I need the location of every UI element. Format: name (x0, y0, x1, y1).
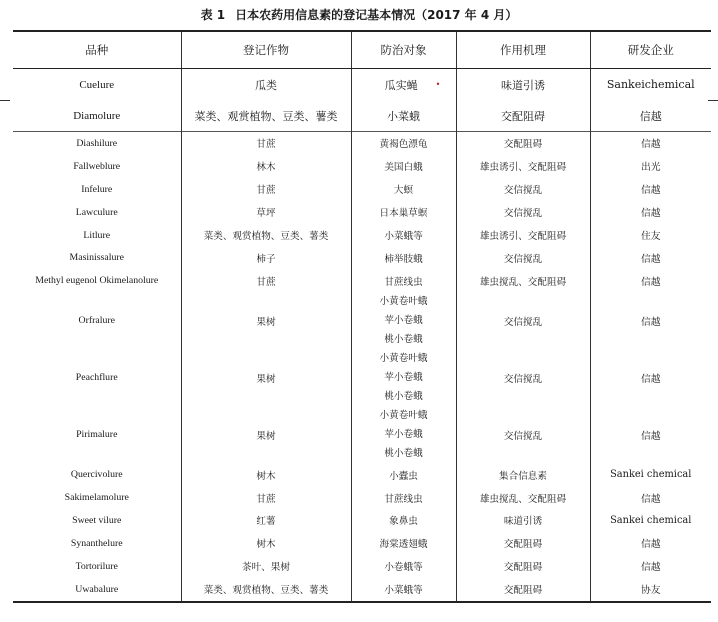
cell-company: 协友 (590, 578, 711, 602)
table-row (13, 578, 711, 602)
cell-variety: Masinissalure (69, 252, 124, 264)
cell-company: 信越 (590, 486, 711, 509)
cell-variety: Diamolure (73, 109, 121, 122)
cell-variety: Diashilure (13, 132, 181, 155)
cell-crop: 菜类、观赏植物、豆类、薯类 (181, 578, 351, 602)
target-item: 苹小卷蛾 (384, 429, 423, 441)
cell-variety: Quercivolure (70, 469, 123, 481)
cell-variety: Lawculure (75, 206, 118, 218)
cell-target (351, 201, 456, 224)
cell-mechanism: 交配阻碍 (456, 132, 590, 155)
table-row (13, 269, 711, 292)
cell-crop: 柿子 (181, 246, 351, 269)
cell-company: 信越 (590, 292, 711, 349)
cell-target (351, 406, 456, 463)
target-item: 甘蔗线虫 (384, 276, 423, 288)
table-row (13, 292, 711, 349)
cell-variety: Tortorilure (75, 560, 118, 572)
cell-mechanism: 交配阻碍 (456, 532, 590, 555)
target-item: 苹小卷蛾 (384, 315, 423, 327)
cell-mechanism: 味道引诱 (456, 69, 590, 101)
cell-crop: 林木 (181, 155, 351, 178)
cell-variety: Methyl eugenol Okimelanolure (35, 275, 159, 287)
header-mechanism: 作用机理 (456, 31, 590, 69)
cell-mechanism: 交信搅乱 (456, 292, 590, 349)
header-target: 防治对象 (351, 31, 456, 69)
target-item: 日本巢草螟 (379, 208, 428, 220)
cell-target (351, 100, 456, 132)
table-row (13, 132, 711, 155)
target-item: 苹小卷蛾 (384, 372, 423, 384)
cell-variety: Synanthelure (70, 537, 123, 549)
target-item: 小黄卷叶蛾 (379, 296, 428, 308)
cell-mechanism: 交配阻碍 (456, 100, 590, 132)
table-caption (0, 4, 718, 26)
cell-crop: 菜类、观赏植物、豆类、薯类 (181, 224, 351, 247)
target-item: 海棠透翅蛾 (379, 539, 428, 551)
cell-mechanism: 交信搅乱 (456, 246, 590, 269)
target-item: 象鼻虫 (389, 516, 418, 528)
cell-target (351, 509, 456, 532)
table-number: 表 1 (200, 8, 226, 22)
target-item: 大螟 (393, 185, 414, 197)
cell-variety: Sweet vilure (72, 514, 122, 526)
table-row (13, 246, 711, 269)
cell-mechanism: 雄虫诱引、交配阻碍 (456, 224, 590, 247)
cell-target (351, 349, 456, 406)
cell-crop: 果树 (181, 292, 351, 349)
table-row (13, 509, 711, 532)
target-item: 小黄卷叶蛾 (379, 353, 428, 365)
cell-target (351, 69, 456, 101)
target-item: 小菜蛾等 (384, 585, 423, 597)
target-item: 桃小卷蛾 (384, 391, 423, 403)
cell-target (351, 486, 456, 509)
cell-company: Sankei chemical (590, 463, 711, 486)
target-item: 美国白蛾 (384, 162, 423, 174)
header-variety: 品种 (13, 31, 181, 69)
cell-variety: Orfralure (78, 315, 115, 327)
cell-crop: 树木 (181, 463, 351, 486)
target-item: 黄褐色漂龟 (379, 139, 428, 151)
cell-mechanism: 雄虫搅乱、交配阻碍 (456, 269, 590, 292)
cell-target (351, 224, 456, 247)
table-row (13, 463, 711, 486)
cell-variety: Cuelure (79, 78, 115, 91)
target-item: 小菜蛾等 (384, 231, 423, 242)
table-row (13, 349, 711, 406)
cell-crop: 草坪 (181, 201, 351, 224)
table-title: 日本农药用信息素的登记基本情况（2017 年 4 月） (235, 8, 518, 22)
table-row (13, 100, 711, 132)
cell-company: Sankei chemical (590, 509, 711, 532)
cell-variety: Peachflure (75, 372, 118, 384)
table-row (13, 224, 711, 247)
header-company: 研发企业 (590, 31, 711, 69)
cell-crop: 甘蔗 (181, 178, 351, 201)
cell-company: 信越 (590, 178, 711, 201)
table-row (13, 486, 711, 509)
cell-mechanism: 集合信息素 (456, 463, 590, 486)
cell-variety: Uwabalure (13, 578, 181, 602)
table-row (13, 155, 711, 178)
header-crop: 登记作物 (181, 31, 351, 69)
cell-target (351, 269, 456, 292)
table-row (13, 201, 711, 224)
cell-target (351, 132, 456, 155)
cell-company: 信越 (590, 100, 711, 132)
cell-crop: 菜类、观赏植物、豆类、薯类 (181, 100, 351, 132)
cell-company: 信越 (590, 555, 711, 578)
cell-company: 信越 (590, 132, 711, 155)
cell-mechanism: 味道引诱 (456, 509, 590, 532)
cell-mechanism: 交信搅乱 (456, 406, 590, 463)
cell-variety: Infelure (81, 183, 113, 195)
cell-mechanism: 交信搅乱 (456, 349, 590, 406)
cell-company: Sankeichemical (590, 69, 711, 101)
table-row (13, 555, 711, 578)
cell-variety: Pirimalure (76, 429, 118, 441)
target-item: 桃小卷蛾 (384, 448, 423, 460)
cell-target (351, 532, 456, 555)
table-body (13, 69, 711, 602)
target-item: 瓜实蝇 (384, 78, 418, 92)
margin-dash-left (0, 100, 10, 101)
cell-crop: 果树 (181, 349, 351, 406)
cell-company: 信越 (590, 532, 711, 555)
cell-company: 信越 (590, 201, 711, 224)
target-list (354, 292, 454, 349)
cell-crop: 瓜类 (181, 69, 351, 101)
cell-crop: 甘蔗 (181, 132, 351, 155)
pheromone-registration-table (13, 30, 711, 603)
cell-target (351, 246, 456, 269)
cell-crop: 树木 (181, 532, 351, 555)
target-list (354, 349, 454, 406)
target-item: 小黄卷叶蛾 (379, 410, 428, 422)
cell-company: 信越 (590, 349, 711, 406)
cell-crop: 茶叶、果树 (181, 555, 351, 578)
cell-mechanism: 交配阻碍 (456, 578, 590, 602)
cell-company: 信越 (590, 406, 711, 463)
cell-target (351, 178, 456, 201)
table-row (13, 69, 711, 101)
cell-mechanism: 交信搅乱 (456, 201, 590, 224)
cell-target (351, 155, 456, 178)
table-row (13, 406, 711, 463)
cell-target (351, 463, 456, 486)
cell-company: 信越 (590, 269, 711, 292)
cell-crop: 果树 (181, 406, 351, 463)
target-item: 甘蔗线虫 (384, 493, 423, 505)
target-item: 小蠹虫 (389, 470, 418, 482)
red-dot-mark: • (435, 79, 441, 89)
table-row (13, 178, 711, 201)
header-row (13, 31, 711, 69)
cell-crop: 红薯 (181, 509, 351, 532)
cell-target (351, 578, 456, 602)
cell-company: 住友 (590, 224, 711, 247)
cell-company: 信越 (590, 246, 711, 269)
cell-variety: Fallweblure (73, 160, 121, 172)
cell-mechanism: 雄虫搅乱、交配阻碍 (456, 486, 590, 509)
cell-variety: Sakimelamolure (64, 492, 129, 504)
cell-mechanism: 交信搅乱 (456, 178, 590, 201)
cell-crop: 甘蔗 (181, 486, 351, 509)
target-item: 桃小卷蛾 (384, 334, 423, 346)
cell-variety: Litlure (83, 229, 111, 241)
target-item: 柿举肢蛾 (384, 253, 423, 265)
cell-target (351, 555, 456, 578)
target-item: 小菜蛾 (387, 109, 420, 123)
cell-company: 出光 (590, 155, 711, 178)
cell-mechanism: 雄虫诱引、交配阻碍 (456, 155, 590, 178)
target-list (354, 406, 454, 463)
target-item: 小卷蛾等 (384, 562, 423, 574)
table-row (13, 532, 711, 555)
cell-target (351, 292, 456, 349)
cell-mechanism: 交配阻碍 (456, 555, 590, 578)
cell-crop: 甘蔗 (181, 269, 351, 292)
